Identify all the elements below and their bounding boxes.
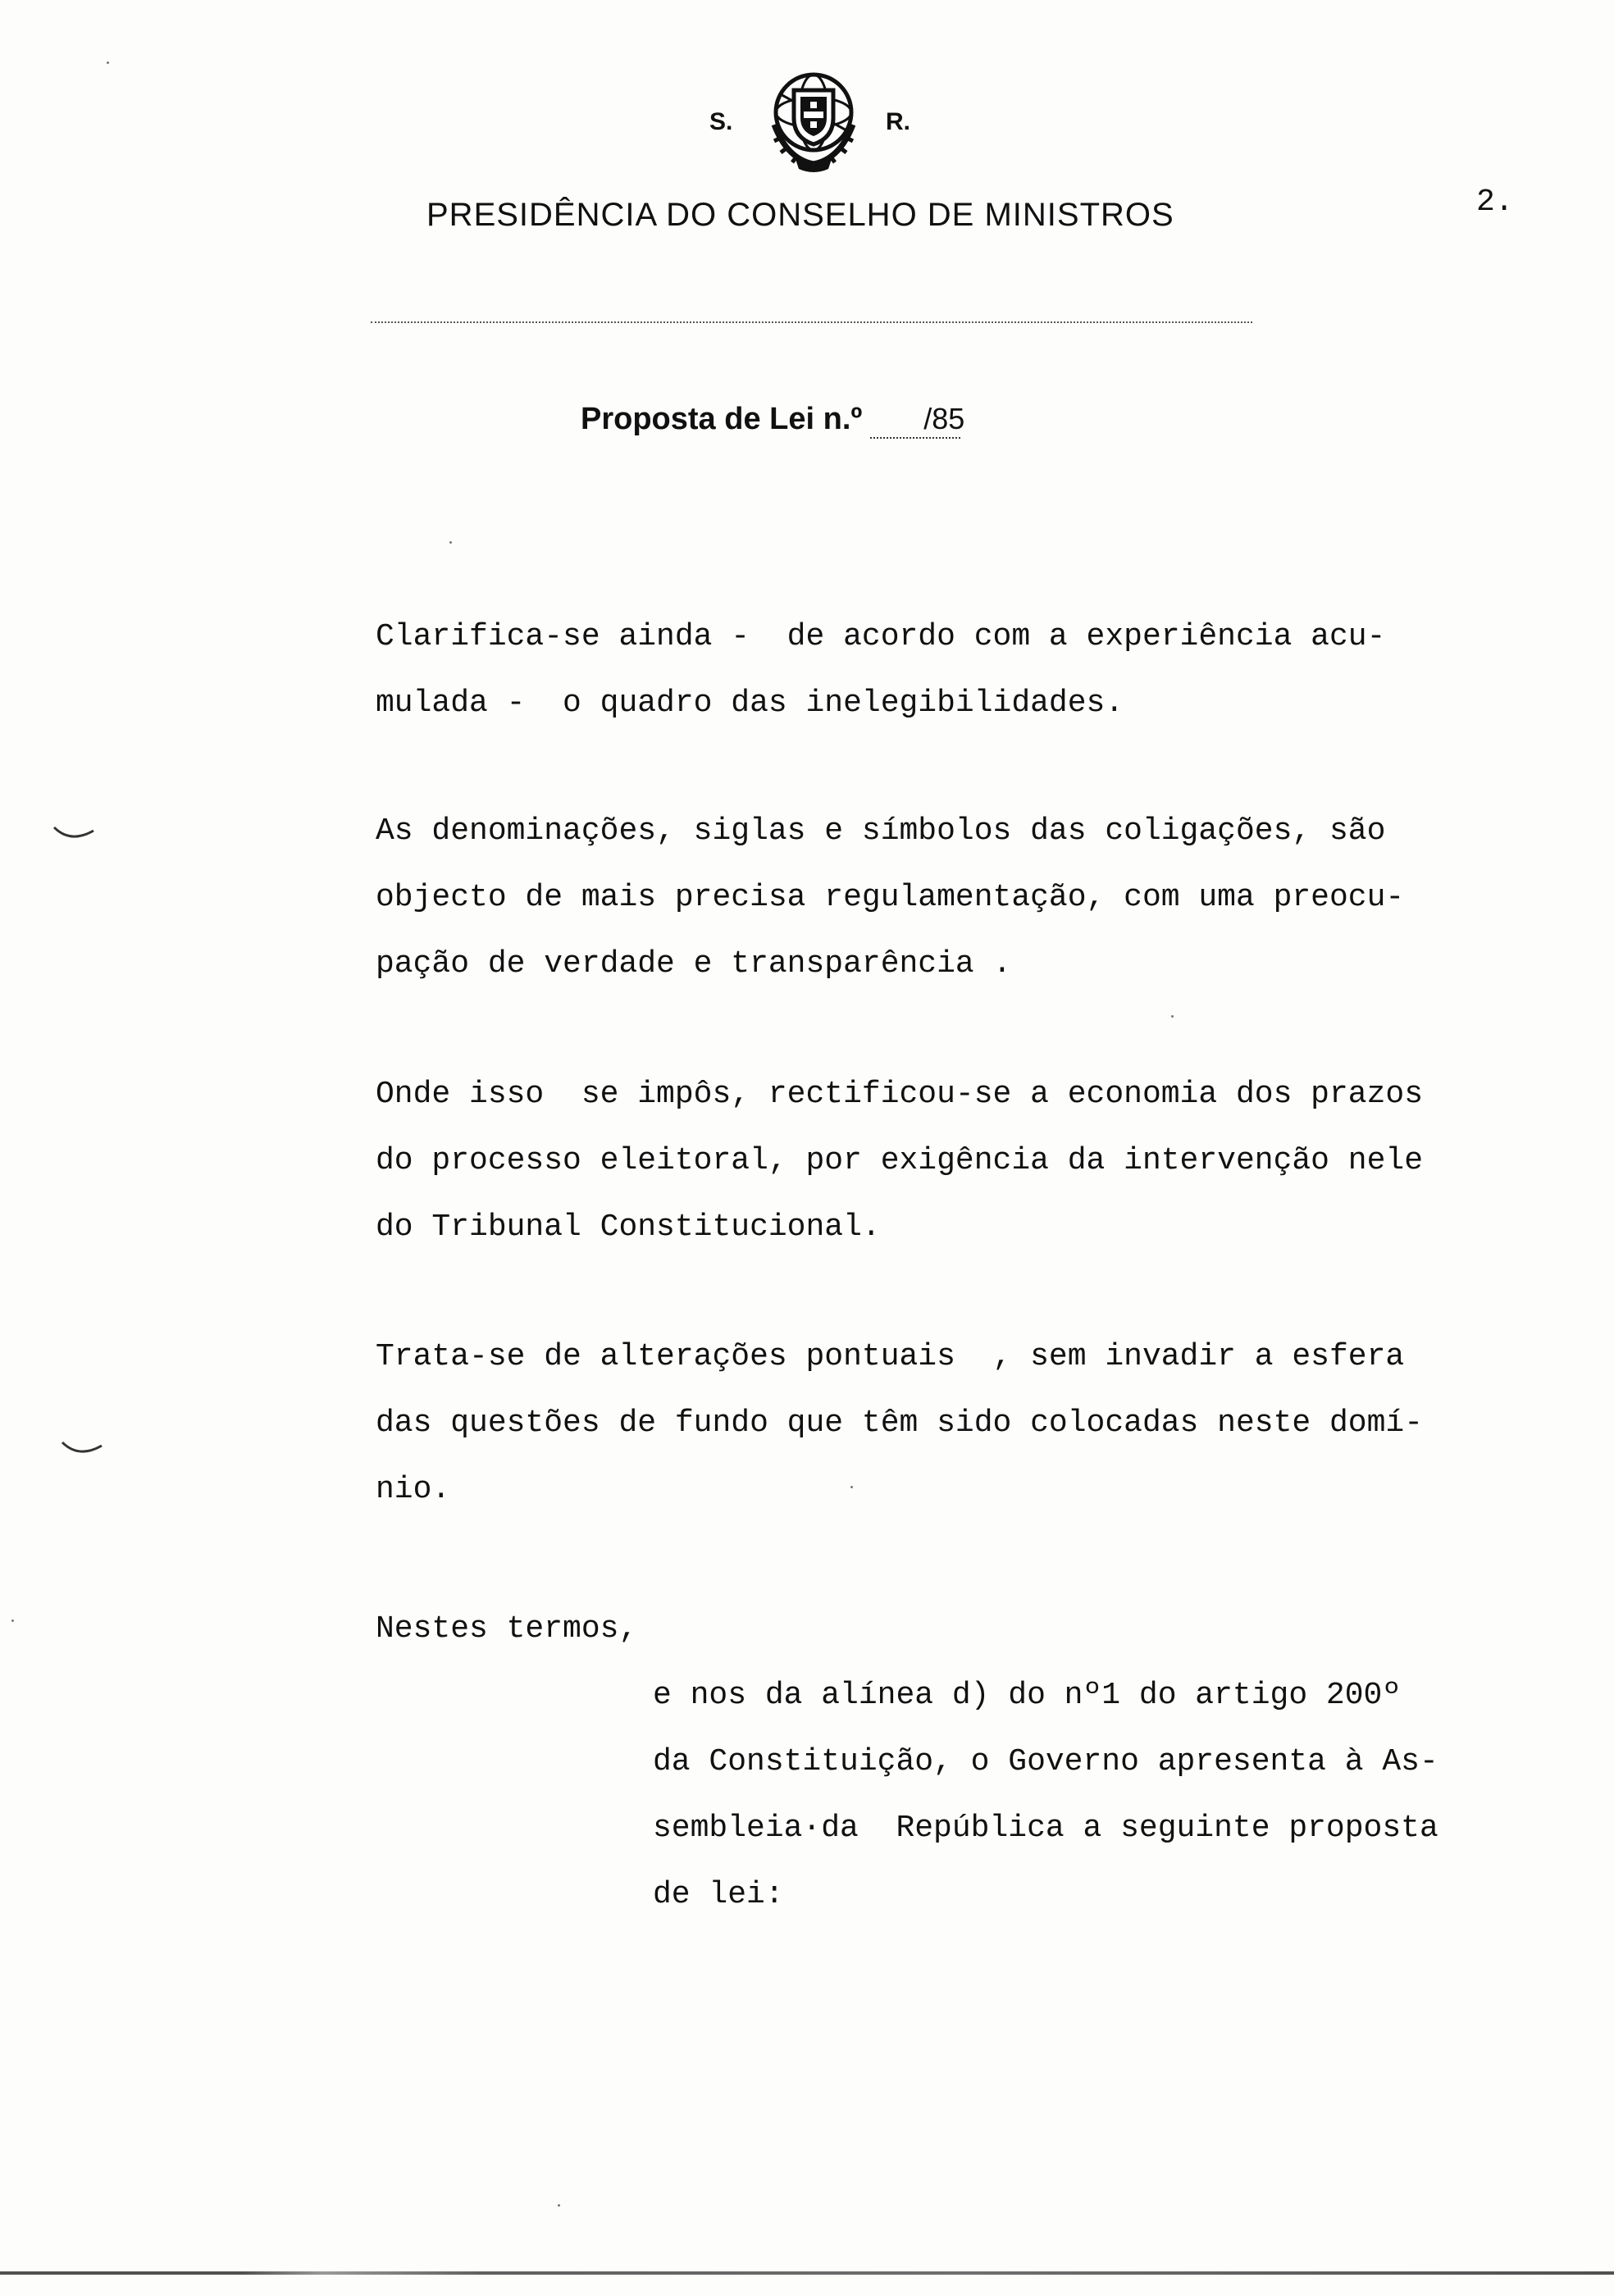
paragraph-in-these-terms: Nestes termos, (376, 1611, 638, 1647)
scan-speck (1171, 1015, 1174, 1018)
proposal-title (581, 402, 965, 439)
ministry-heading: PRESIDÊNCIA DO CONSELHO DE MINISTROS (426, 197, 1174, 233)
page-number: 2. (1476, 184, 1514, 220)
scan-speck (558, 2204, 560, 2207)
scan-speck (107, 61, 109, 64)
portuguese-coat-of-arms-icon (763, 67, 865, 174)
proposal-number-fill (870, 402, 965, 439)
paragraph-specific-changes: Trata-se de alterações pontuais , sem invadir a esfera das questões de fundo que têm sido colocadas neste domí- nio. (376, 1339, 1424, 1507)
margin-mark-icon (59, 1439, 108, 1464)
paragraph-coalitions: As denominações, siglas e símbolos das coligações, são objecto de mais precisa regulamentação, com uma preocu- pação de verdade e transparência . (376, 813, 1405, 982)
scan-speck (449, 541, 452, 544)
proposal-label: Proposta de Lei n.º (581, 402, 863, 436)
paragraph-proposal-statement: e nos da alínea d) do nº1 do artigo 200º da Constituição, o Governo apresenta à As- sembleia·da República a seguinte proposta de lei: (653, 1678, 1438, 1912)
scan-speck (850, 1486, 853, 1488)
r-label: R. (886, 108, 910, 135)
paragraph-deadlines: Onde isso se impôs, rectificou-se a economia dos prazos do processo eleitoral, por exigência da intervenção nele do Tribunal Constitucional. (376, 1077, 1424, 1245)
header-divider (371, 321, 1252, 323)
proposal-number: /85 (923, 402, 965, 435)
margin-mark-icon (51, 824, 100, 849)
scan-speck (11, 1620, 14, 1622)
letterhead-emblem-row (701, 67, 914, 157)
bottom-edge-rule (0, 2271, 1614, 2275)
s-label: S. (709, 108, 733, 135)
paragraph-ineligibilities: Clarifica-se ainda - de acordo com a experiência acu- mulada - o quadro das inelegibilidades. (376, 619, 1386, 721)
